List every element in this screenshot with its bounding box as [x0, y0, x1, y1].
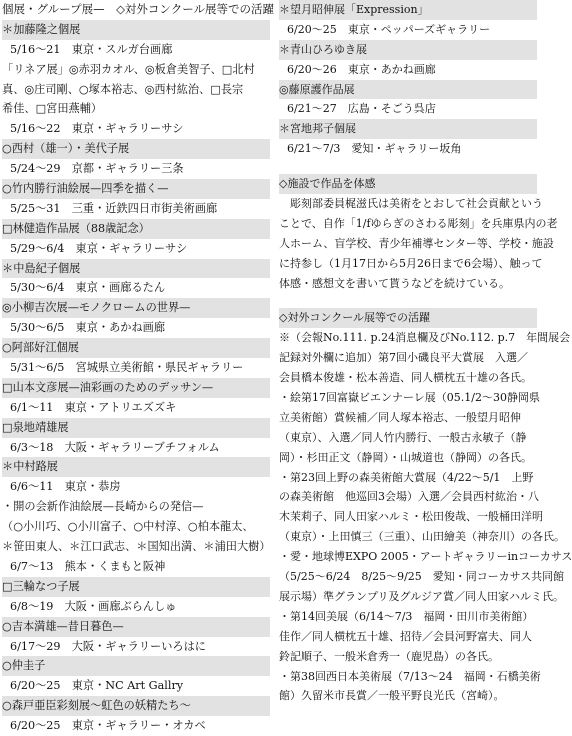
exhibition-heading: ＊宮地邦子個展 [279, 119, 537, 139]
exhibition-heading: ○吉本満雄—昔日暮色— [2, 617, 270, 637]
exhibition-heading: ○阿部好江個展 [2, 338, 270, 358]
exhibition-date-venue: 5/30～6/4 東京・画廊るたん [10, 281, 166, 295]
text-line: ・第38回西日本美術展（7/13～24 福岡・石橋美術 [279, 669, 541, 683]
exhibition-date-venue: 5/29～6/4 東京・ギャラリーサシ [10, 241, 188, 255]
exhibition-heading: ○仲圭子 [2, 656, 270, 676]
text-line: 木茉莉子、同人田家ハルミ・松田俊哉、一般桶田洋明 [279, 510, 543, 524]
text-line: に持参し（1月17日から5月26日まで6会場）、触って [279, 256, 543, 270]
text-line: 希佳、□宮田燕輔） [2, 102, 103, 116]
text-line: ＊笹田東人、＊江口武志、＊国知出満、＊浦田大樹） [2, 540, 271, 554]
text-line: の森美術館 他巡回3会場）入選／会員西村紘治・八 [279, 490, 539, 504]
text-line: ・絵第17回富嶽ビエンナーレ展（05.1/2～30静岡県 [279, 391, 540, 405]
text-line: 記録対外欄に追加）第7回小磯良平大賞展 入選／ [279, 351, 528, 365]
exhibition-heading: ◎小柳吉次展—モノクロームの世界— [2, 298, 270, 318]
exhibition-heading: ○西村（雄一）・美代子展 [2, 139, 270, 159]
text-line: ※（会報No.111. p.24消息欄及びNo.112. p.7 年間展会 [279, 331, 571, 345]
exhibition-date-venue: 5/30～6/5 東京・あかね画廊 [10, 321, 166, 335]
section-gap [279, 159, 537, 174]
exhibition-date-venue: 6/17～29 大阪・ギャラリーいろはに [10, 639, 206, 653]
exhibition-date-venue: 6/21～27 広島・そごう呉店 [287, 102, 436, 116]
exhibition-heading: ◇対外コンクール展等での活躍 [279, 308, 537, 328]
exhibition-date-venue: 6/3～18 大阪・ギャラリーブチフォルム [10, 440, 220, 454]
exhibition-heading: ◇施設で作品を体感 [279, 174, 537, 194]
exhibition-heading: ◎藤原護作品展 [279, 80, 537, 100]
exhibition-date-venue: 6/20～25 東京・NC Art Gallry [10, 679, 184, 693]
exhibition-date-venue: 5/16～22 東京・ギャラリーサシ [10, 122, 184, 136]
exhibition-heading: ＊中村路展 [2, 457, 270, 477]
exhibition-date-venue: 6/20～25 東京・ペッパーズギャラリー [287, 22, 491, 36]
text-line: （○小川巧、○小川富子、○中村淳、○柏本龍太、 [2, 520, 254, 534]
exhibition-date-venue: 6/21～7/3 愛知・ギャラリー坂角 [287, 142, 462, 156]
text-line: ことで、自作「1/fゆらぎのさわる彫刻」を兵庫県内の老 [279, 216, 558, 230]
text-line: 真、◎庄司剛、○塚本裕志、◎西村紘治、□長宗 [2, 82, 244, 96]
exhibition-heading: ○竹内勝行油絵展—四季を描く— [2, 179, 270, 199]
text-line: 佳作／同人横枕五十雄、招待／会員河野富夫、同人 [279, 629, 532, 643]
text-line: 館）久留米市長賞／一般平野良光氏（宮崎）。 [279, 689, 505, 703]
exhibition-date-venue: 5/31～6/5 宮城県立美術館・県民ギャラリー [10, 361, 244, 375]
exhibition-date-venue: 6/6～11 東京・恭房 [10, 480, 121, 494]
exhibition-date-venue: 6/20～26 東京・あかね画廊 [287, 62, 436, 76]
text-line: ・第14回美展（6/14～7/3 福岡・田川市美術館） [279, 609, 534, 623]
text-line: 岡）・杉田正文（静岡）・山城道也（静岡）の各氏。 [279, 450, 532, 464]
text-line: 彫刻部委員梶滋氏は美術をとおして社会貢献という [279, 197, 543, 211]
exhibition-date-venue: 6/8～19 大阪・画廊ぶらんしゅ [10, 599, 177, 613]
exhibition-date-venue: 6/1～11 東京・アトリエズズキ [10, 400, 177, 414]
left-column [2, 0, 274, 736]
text-line: ・第23回上野の森美術館大賞展（4/22～5/1 上野 [279, 470, 534, 484]
exhibition-heading: ＊中島紀子個展 [2, 259, 270, 279]
text-line: 「リネア展」◎赤羽カオル、◎板倉美智子、□北村 [2, 62, 255, 76]
text-line: 展示場）準グランプリ及グルジア賞／同人田家ハルミ氏。 [279, 589, 564, 603]
text-line: （東京）、入選／同人竹内勝行、一般古永敏子（静 [279, 430, 527, 444]
exhibition-heading: ＊青山ひろゆき展 [279, 40, 537, 60]
text-line: 体感・感想文を書いて貰うなどを続けている。 [279, 276, 510, 290]
text-line: ・開の会新作油絵展—長崎からの発信— [2, 500, 204, 514]
exhibition-date-venue: 5/25～31 三重・近鉄四日市街美術画廊 [10, 201, 218, 215]
exhibition-heading: □山本文彦展—油彩画のためのデッサン— [2, 378, 270, 398]
exhibition-date-venue: 5/16～21 東京・スルガ台画廊 [10, 42, 173, 56]
exhibition-heading: ○森戸亜臣彩刻展～虹色の妖精たち～ [2, 696, 270, 716]
text-line: 立美術館）賞候補／同人塚本裕志、一般望月昭伸 [279, 410, 521, 424]
exhibition-heading: □三輪なつ子展 [2, 577, 270, 597]
exhibition-date-venue: 6/7～13 熊本・くまもと阪神 [10, 559, 166, 573]
exhibition-heading: ＊望月昭伸展「Expression」 [279, 0, 537, 20]
exhibition-heading: ＊加藤隆之個展 [2, 20, 270, 40]
text-line: 鈴記順子、一般米倉秀一（鹿児島）の各氏。 [279, 649, 499, 663]
exhibition-heading: □林健造作品展（88歳記念） [2, 219, 270, 239]
text-line: 会員橋本俊雄・松本善造、同人横枕五十雄の各氏。 [279, 371, 532, 385]
text-line: 人ホーム、盲学校、青少年補導センター等、学校・施設 [279, 236, 554, 250]
text-line: （東京）・上田慎三（三重）、山田繪美（神奈川）の各氏。 [279, 530, 565, 544]
exhibition-heading: □泉地靖雄展 [2, 418, 270, 438]
exhibition-date-venue: 5/24～29 京都・ギャラリー三条 [10, 162, 184, 176]
section-title: 個展・グループ展— ◇対外コンクール展等での活躍 [2, 2, 274, 16]
text-line: （5/25～6/24 8/25～9/25 愛知・同コーカサス共同館 [279, 570, 565, 584]
section-gap [279, 293, 537, 308]
exhibition-date-venue: 6/20～25 東京・ギャラリー・オカベ [10, 719, 206, 733]
right-column [279, 0, 572, 706]
text-line: ・愛・地球博EXPO 2005・アートギャラリーinコーカサス [279, 550, 572, 564]
